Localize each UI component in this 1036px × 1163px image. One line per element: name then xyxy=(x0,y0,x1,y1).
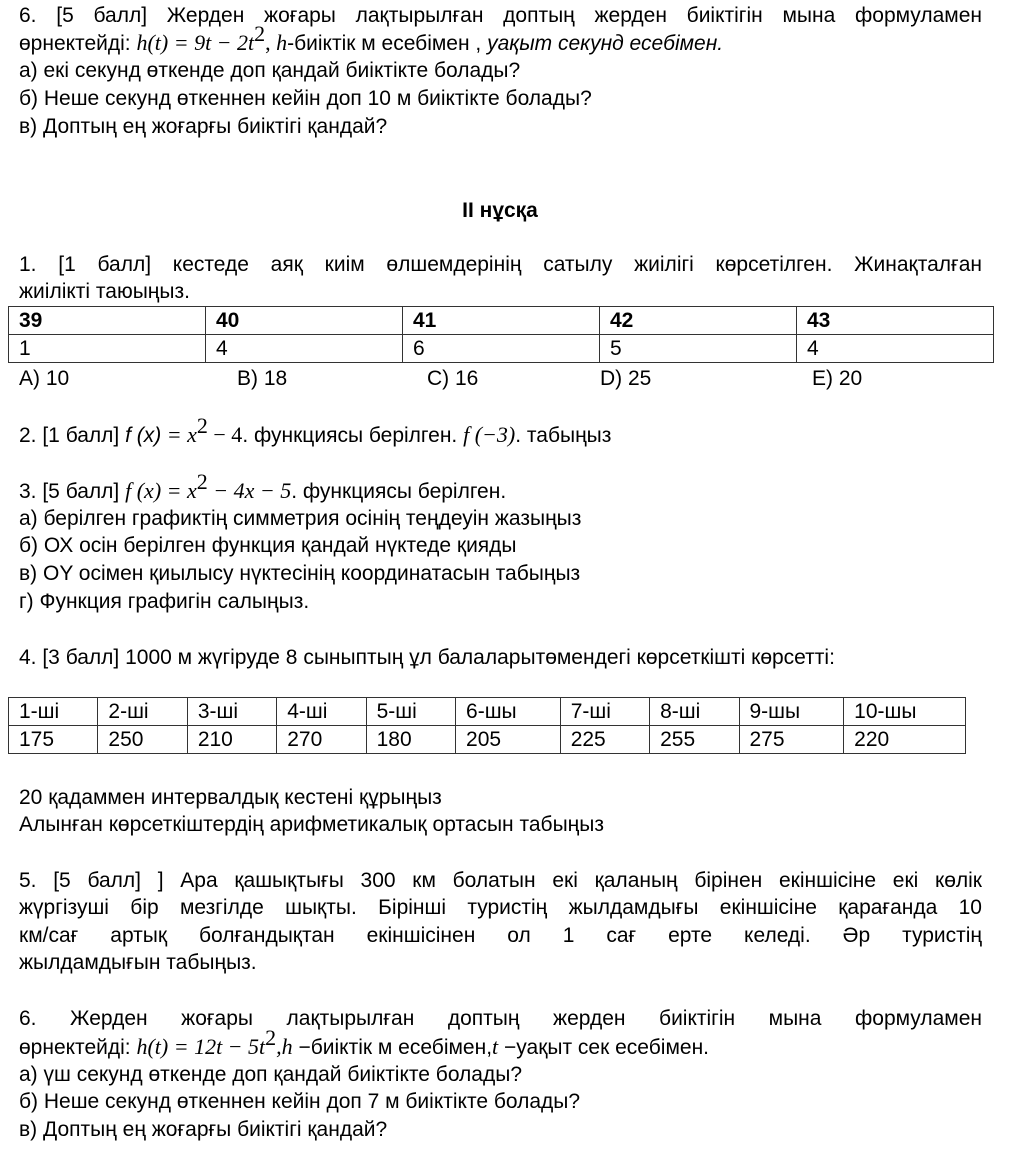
task6-b: б) Неше секунд өткеннен кейін доп 7 м биіктікте болады? xyxy=(19,1090,581,1113)
task6-c: в) Доптың ең жоғарғы биіктігі қандай? xyxy=(19,1118,388,1141)
answer-option-d: D) 25 xyxy=(600,367,652,390)
table-row-header xyxy=(9,307,994,335)
shoe-size-table xyxy=(8,306,994,363)
table-cell: 3-ші xyxy=(187,698,276,726)
table-cell: 175 xyxy=(9,726,98,754)
table-cell: 275 xyxy=(739,726,844,754)
task6-line2 xyxy=(19,1025,709,1061)
task2-fx: f (x) xyxy=(125,424,162,447)
task6-mid: −биіктік м есебімен, xyxy=(292,1036,493,1059)
prev-task6-b: б) Неше секунд өткеннен кейін доп 10 м биіктікте болады? xyxy=(19,87,592,110)
task3-line xyxy=(19,469,507,505)
table-row-values xyxy=(9,726,966,754)
table-cell: 255 xyxy=(650,726,739,754)
task6-a: а) үш секунд өткенде доп қандай биіктікте болады? xyxy=(19,1063,522,1086)
task6-var-h: ,h xyxy=(276,1034,293,1059)
task2-farg: f (−3) xyxy=(463,422,516,447)
table-row-values xyxy=(9,335,994,363)
answer-option-a: A) 10 xyxy=(19,367,70,390)
task3-sup: 2 xyxy=(196,469,208,494)
variant-title: ІІ нұсқа xyxy=(462,199,538,222)
task3-prefix: 3. [5 балл] xyxy=(19,480,126,503)
table-cell: 205 xyxy=(456,726,561,754)
task5-line3: км/сағ артық болғандықтан екіншісінен ол 1 сағ ерте келеді. Әр туристің xyxy=(19,924,982,947)
task5-line1: 5. [5 балл] ] Ара қашықтығы 300 км болатын екі қаланың бірінен екіншісіне екі көлік xyxy=(19,869,982,892)
task4-instr2: Алынған көрсеткіштердің арифметикалық ортасын табыңыз xyxy=(19,813,604,836)
prev-task6-mid: -биіктік м есебімен , xyxy=(287,32,488,55)
task6-var-t: t xyxy=(492,1034,499,1059)
task1-line2: жиілікті таюыңыз. xyxy=(19,280,190,303)
prev-task6-line1: 6. [5 балл] Жерден жоғары лақтырылған доптың жерден биіктігін мына формуламен xyxy=(19,4,982,27)
task6-prefix: өрнектейді: xyxy=(19,1036,137,1059)
table-cell: 270 xyxy=(277,726,366,754)
prev-task6-var-h: h xyxy=(276,30,288,55)
task2-line xyxy=(19,413,612,449)
table-cell: 42 xyxy=(600,307,797,335)
task2-sup: 2 xyxy=(196,413,208,438)
table-cell: 10-шы xyxy=(844,698,966,726)
table-cell: 4 xyxy=(206,335,403,363)
task6-line1: 6. Жерден жоғары лақтырылған доптың жерден биіктігін мына формуламен xyxy=(19,1007,982,1030)
prev-task6-formula: h(t) = 9t − 2t xyxy=(136,30,255,55)
task3-formula-a: f (x) = x xyxy=(125,478,197,503)
prev-task6-a: а) екі секунд өткенде доп қандай биіктікте болады? xyxy=(19,59,521,82)
table-cell: 5 xyxy=(600,335,797,363)
table-cell: 40 xyxy=(206,307,403,335)
table-cell: 225 xyxy=(560,726,649,754)
table-cell: 39 xyxy=(9,307,206,335)
task5-line2: жүргізуші бір мезгілде шықты. Бірінші туристің жылдамдығы екіншісіне қарағанда 10 xyxy=(19,896,982,919)
task3-b: б) ОХ осін берілген функция қандай нүктеде қияды xyxy=(19,534,517,557)
task2-text2: . табыңыз xyxy=(515,424,612,447)
task6-formula: h(t) = 12t − 5t xyxy=(136,1034,266,1059)
table-cell: 1 xyxy=(9,335,206,363)
table-cell: 9-шы xyxy=(739,698,844,726)
task3-a: а) берілген графиктің симметрия осінің теңдеуін жазыңыз xyxy=(19,507,582,530)
table-cell: 180 xyxy=(366,726,455,754)
task2-eq: = x xyxy=(161,422,197,447)
table-cell: 7-ші xyxy=(560,698,649,726)
task2-rest: − 4 xyxy=(207,422,243,447)
prev-task6-prefix: өрнектейді: xyxy=(19,32,137,55)
prev-task6-italic: уақыт секунд есебімен. xyxy=(487,32,724,55)
table-cell: 210 xyxy=(187,726,276,754)
table-cell: 41 xyxy=(403,307,600,335)
table-cell: 5-ші xyxy=(366,698,455,726)
table-cell: 6-шы xyxy=(456,698,561,726)
task3-c: в) OY осімен қиылысу нүктесінің координатасын табыңыз xyxy=(19,562,581,585)
task1-line1: 1. [1 балл] кестеде аяқ киім өлшемдерінің сатылу жиілігі көрсетілген. Жинақталған xyxy=(19,253,982,276)
table-cell: 6 xyxy=(403,335,600,363)
task4-instr1: 20 қадаммен интервалдық кестені құрыңыз xyxy=(19,786,442,809)
table-cell: 250 xyxy=(98,726,187,754)
prev-task6-line2: өрнектейді: $h(t) = 9t - 2t^2$, h-биіктік м есебімен , уақыт секунд есебімен. xyxy=(19,21,724,55)
task3-formula-b: − 4x − 5 xyxy=(207,478,292,503)
task5-line4: жылдамдығын табыңыз. xyxy=(19,951,257,974)
answer-option-c: C) 16 xyxy=(427,367,479,390)
table-cell: 4 xyxy=(797,335,994,363)
running-results-table xyxy=(8,697,966,754)
task3-d: г) Функция графигін салыңыз. xyxy=(19,590,310,613)
table-cell: 220 xyxy=(844,726,966,754)
prev-task6-formula-sup: 2 xyxy=(254,21,266,46)
task2-prefix: 2. [1 балл] xyxy=(19,424,126,447)
task4-line1: 4. [3 балл] 1000 м жүгіруде 8 сыныптың ұл балаларытөмендегі көрсеткішті көрсетті: xyxy=(19,646,835,669)
table-cell: 8-ші xyxy=(650,698,739,726)
table-cell: 4-ші xyxy=(277,698,366,726)
table-cell: 2-ші xyxy=(98,698,187,726)
answer-option-b: B) 18 xyxy=(237,367,288,390)
table-row-header xyxy=(9,698,966,726)
task6-end: −уақыт сек есебімен. xyxy=(498,1036,709,1059)
table-cell: 43 xyxy=(797,307,994,335)
table-cell: 1-ші xyxy=(9,698,98,726)
task2-text1: . функциясы берілген. xyxy=(242,424,464,447)
prev-task6-c: в) Доптың ең жоғарғы биіктігі қандай? xyxy=(19,115,388,138)
answer-option-e: E) 20 xyxy=(812,367,863,390)
task6-formula-sup: 2 xyxy=(265,1025,277,1050)
task3-suffix: . функциясы берілген. xyxy=(291,480,507,503)
